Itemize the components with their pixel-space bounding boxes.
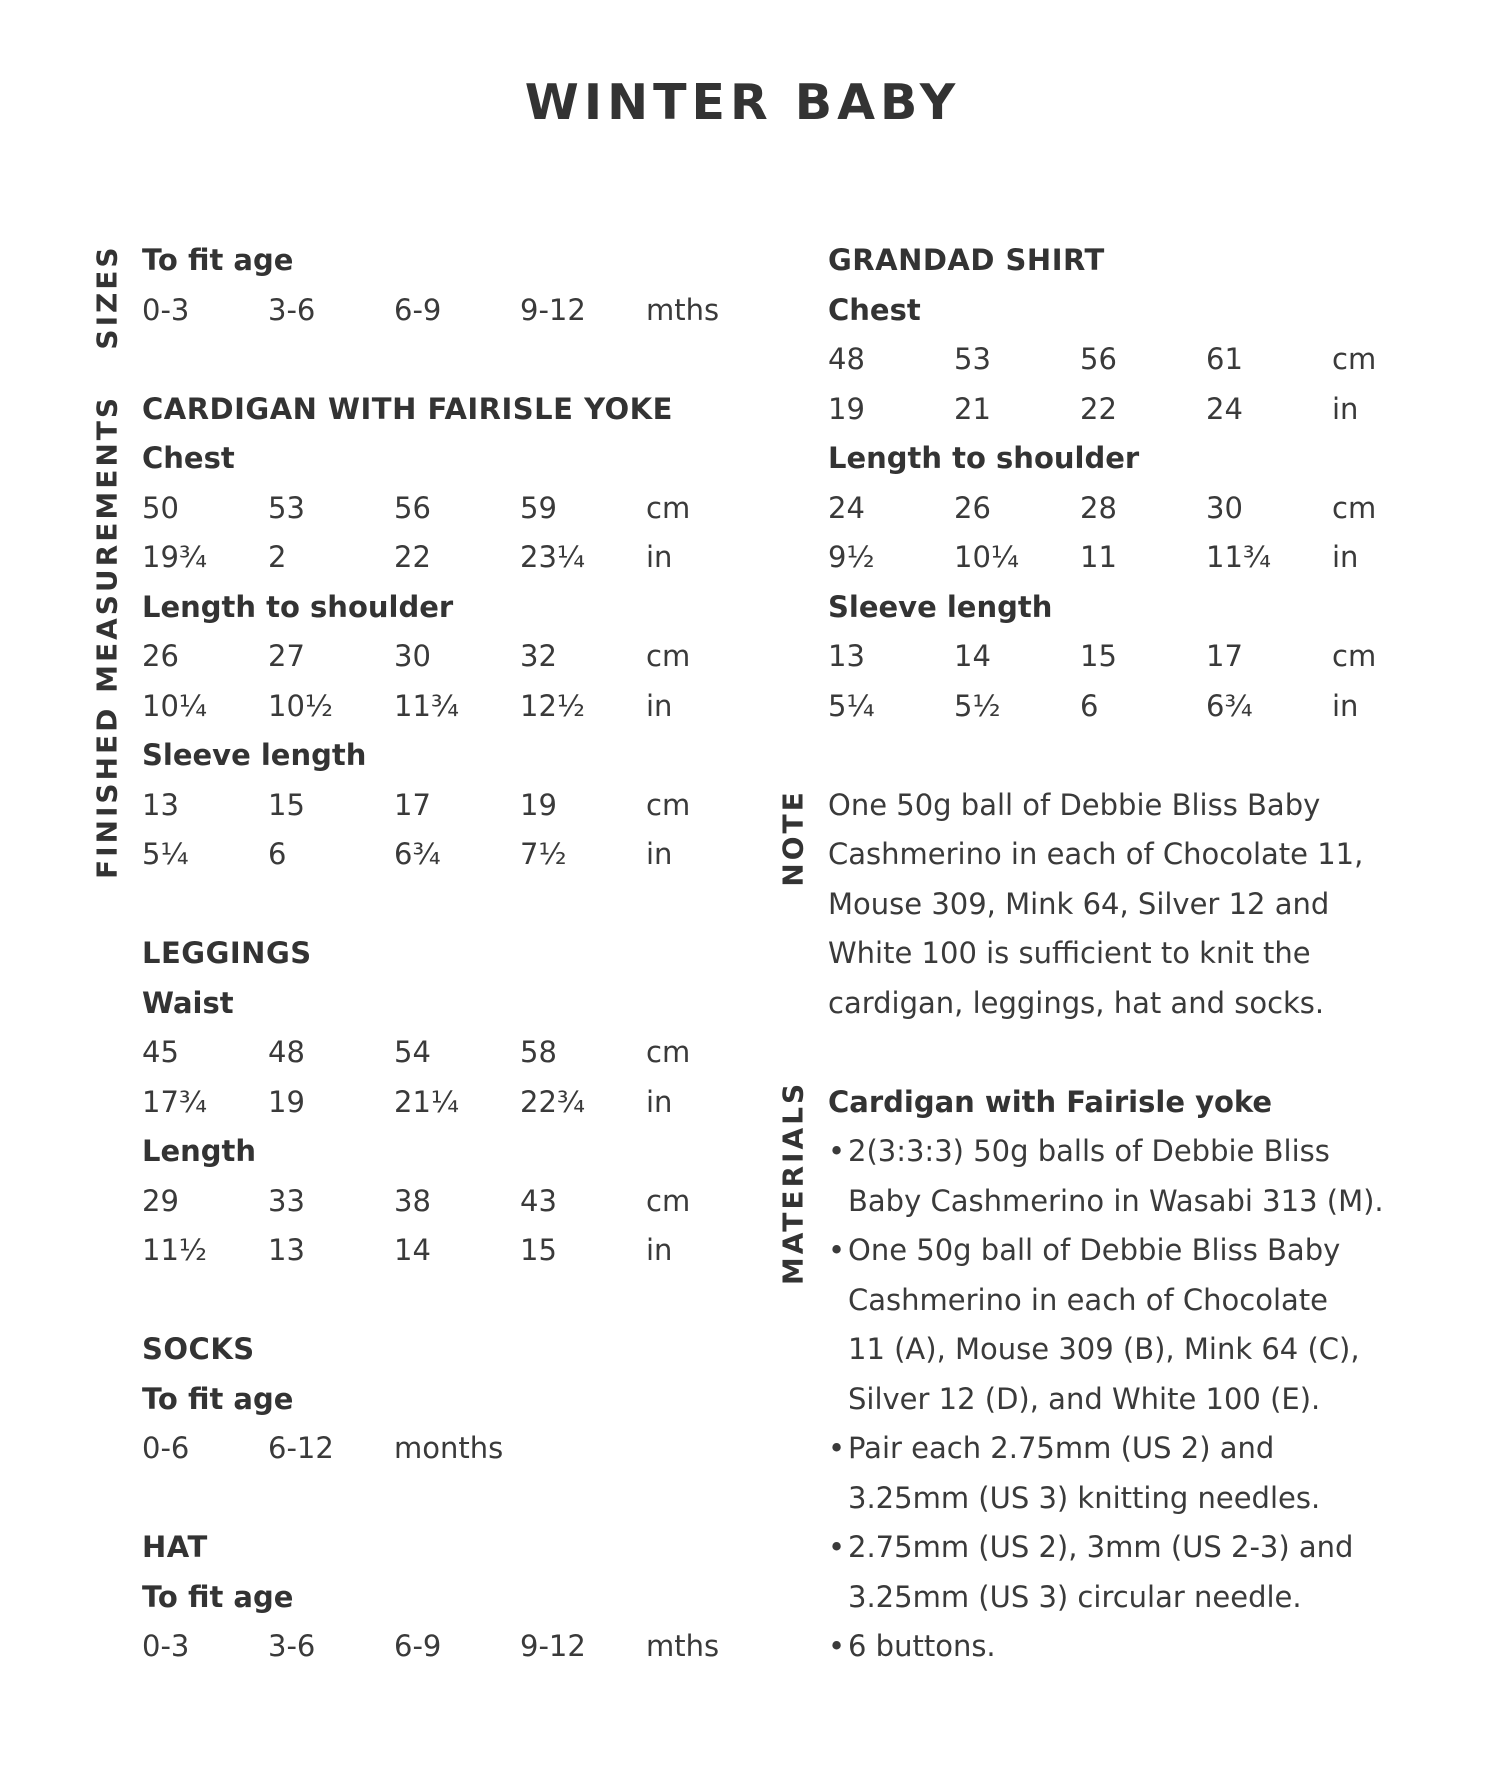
cardigan-sleeve-in: 5¼ 6 6¾ 7½ in bbox=[142, 837, 673, 871]
leggings-waist-label: Waist bbox=[142, 985, 234, 1020]
leggings-waist-cm: 45 48 54 58 cm bbox=[142, 1035, 691, 1069]
note-label: NOTE bbox=[776, 789, 810, 887]
hat-row: 0-3 3-6 6-9 9-12 mths bbox=[142, 1629, 720, 1663]
leggings-length-label: Length bbox=[142, 1134, 257, 1168]
page-title: WINTER BABY bbox=[524, 74, 961, 131]
bullet-icon: • bbox=[828, 1431, 846, 1465]
materials-heading: Cardigan with Fairisle yoke bbox=[828, 1084, 1273, 1119]
bullet-icon: • bbox=[828, 1530, 846, 1564]
socks-age-label: To fit age bbox=[142, 1381, 294, 1416]
leggings-waist-in: 17¾ 19 21¼ 22¾ in bbox=[142, 1084, 673, 1119]
cardigan-sleeve-cm: 13 15 17 19 cm bbox=[142, 787, 691, 822]
bullet-icon: • bbox=[828, 1629, 846, 1663]
cardigan-chest-cm: 50 53 56 59 cm bbox=[142, 490, 691, 525]
sizes-label: SIZES bbox=[90, 244, 124, 350]
leggings-title: LEGGINGS bbox=[142, 936, 312, 970]
cardigan-sleeve-label: Sleeve length bbox=[142, 738, 367, 772]
cardigan-title: CARDIGAN WITH FAIRISLE YOKE bbox=[142, 391, 673, 426]
hat-title: HAT bbox=[142, 1530, 208, 1564]
cardigan-length-in: 10¼ 10½ 11¾ 12½ in bbox=[142, 688, 673, 723]
leggings-length-cm: 29 33 38 43 cm bbox=[142, 1183, 691, 1218]
cardigan-length-label: Length to shoulder bbox=[142, 589, 454, 624]
sizes-heading: To fit age bbox=[142, 243, 294, 277]
materials-item: • Pair each 2.75mm (US 2) and 3.25mm (US 3) knitting needles. bbox=[828, 1424, 1448, 1523]
bullet-icon: • bbox=[828, 1134, 846, 1168]
grandad-chest-in: 19 21 22 24 in bbox=[828, 391, 1359, 426]
grandad-sleeve-label: Sleeve length bbox=[828, 589, 1053, 624]
grandad-length-cm: 24 26 28 30 cm bbox=[828, 490, 1377, 525]
bullet-icon: • bbox=[828, 1233, 846, 1267]
socks-title: SOCKS bbox=[142, 1332, 255, 1366]
leggings-length-in: 11½ 13 14 15 in bbox=[142, 1233, 673, 1267]
cardigan-chest-label: Chest bbox=[142, 441, 235, 475]
note-text: One 50g ball of Debbie Bliss Baby Cashmerino in each of Chocolate 11, Mouse 309, Mink 64, Silver 12 and White 100 is sufficient to knit the cardigan, leggings, hat and socks. bbox=[828, 787, 1364, 1020]
grandad-title: GRANDAD SHIRT bbox=[828, 243, 1105, 277]
grandad-length-in: 9½ 10¼ 11 11¾ in bbox=[828, 540, 1359, 574]
grandad-length-label: Length to shoulder bbox=[828, 441, 1140, 475]
grandad-sleeve-in: 5¼ 5½ 6 6¾ in bbox=[828, 688, 1359, 723]
materials-item: • 2.75mm (US 2), 3mm (US 2-3) and 3.25mm (US 3) circular needle. bbox=[828, 1523, 1448, 1622]
cardigan-chest-in: 19¾ 2 22 23¼ in bbox=[142, 540, 673, 574]
hat-age-label: To fit age bbox=[142, 1579, 294, 1614]
cardigan-length-cm: 26 27 30 32 cm bbox=[142, 639, 691, 673]
grandad-chest-label: Chest bbox=[828, 292, 921, 327]
finished-measurements-label: FINISHED MEASUREMENTS bbox=[90, 394, 124, 880]
socks-row: 0-6 6-12 months bbox=[142, 1431, 504, 1465]
materials-item: • One 50g ball of Debbie Bliss Baby Cashmerino in each of Chocolate 11 (A), Mouse 309 (B), Mink 64 (C), Silver 12 (D), and White 100 (E). bbox=[828, 1226, 1448, 1424]
sizes-row: 0-3 3-6 6-9 9-12 mths bbox=[142, 292, 720, 327]
materials-item: • 2(3:3:3) 50g balls of Debbie Bliss Baby Cashmerino in Wasabi 313 (M). bbox=[828, 1127, 1448, 1226]
materials-label: MATERIALS bbox=[776, 1080, 810, 1286]
grandad-chest-cm: 48 53 56 61 cm bbox=[828, 342, 1377, 376]
right-column bbox=[828, 236, 1458, 1672]
left-column bbox=[142, 236, 772, 1672]
grandad-sleeve-cm: 13 14 15 17 cm bbox=[828, 639, 1377, 673]
materials-item: • 6 buttons. bbox=[828, 1622, 1448, 1672]
